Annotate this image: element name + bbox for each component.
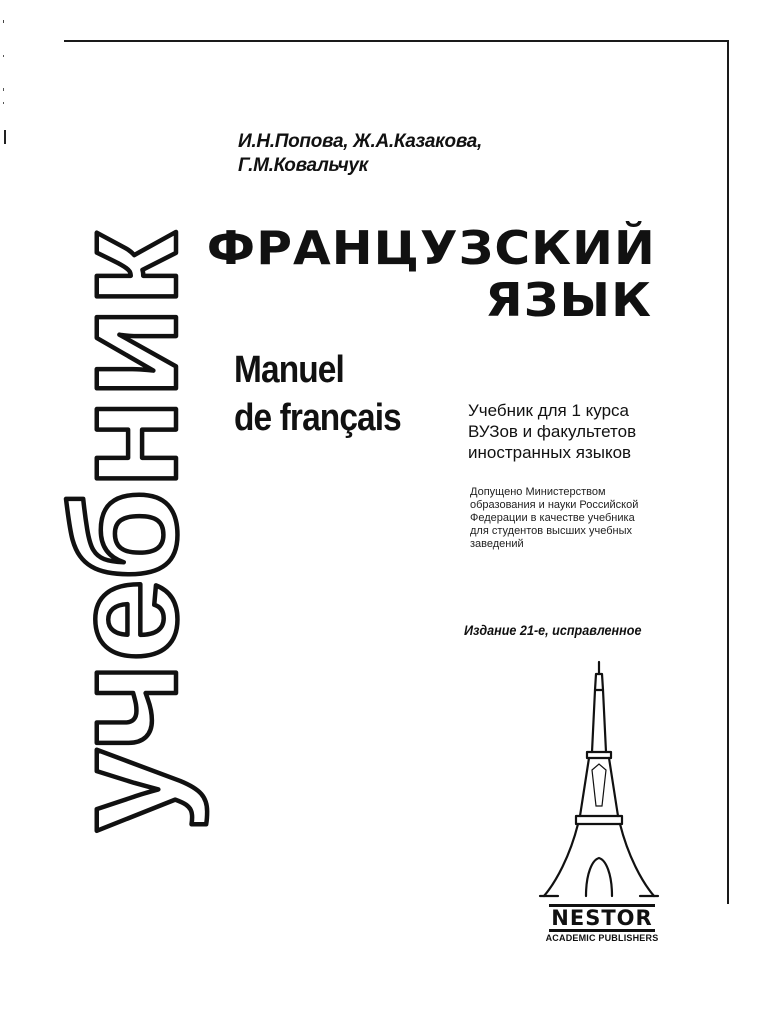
book-title	[206, 221, 656, 327]
subtitle-line-1: Учебник для 1 курса	[468, 401, 629, 420]
edition-note: Издание 21-е, исправленное	[464, 622, 642, 638]
approval-line-2: образования и науки Российской	[470, 499, 639, 511]
authors-line-2: Г.М.Ковальчук	[238, 155, 369, 176]
subtitle-line-2: ВУЗов и факультетов	[468, 422, 637, 441]
publisher-subtitle: ACADEMIC PUBLISHERS	[545, 933, 659, 943]
approval-line-3: Федерации в качестве учебника	[470, 512, 635, 524]
spine-word-outline	[40, 229, 208, 840]
authors	[238, 130, 482, 178]
eiffel-tower-icon	[536, 660, 662, 898]
publisher-logo	[540, 904, 664, 943]
approval-line-4: для студентов высших учебных	[470, 525, 632, 537]
approval-line-5: заведений	[470, 538, 524, 550]
publisher-name: NESTOR	[551, 906, 653, 930]
scan-artifacts	[0, 0, 20, 220]
book-title-line-2: ЯЗЫК	[485, 273, 652, 327]
book-title-french-line-2: de français	[234, 397, 401, 439]
book-subtitle	[468, 400, 636, 463]
authors-line-1: И.Н.Попова, Ж.А.Казакова,	[238, 131, 482, 152]
book-title-line-1: ФРАНЦУЗСКИЙ	[206, 221, 656, 275]
book-title-french-line-1: Manuel	[234, 349, 344, 391]
subtitle-line-3: иностранных языков	[468, 443, 632, 462]
approval-line-1: Допущено Министерством	[470, 486, 606, 498]
book-title-french	[234, 346, 401, 442]
spine-word: учебник	[40, 229, 208, 832]
ministry-approval	[470, 486, 638, 551]
